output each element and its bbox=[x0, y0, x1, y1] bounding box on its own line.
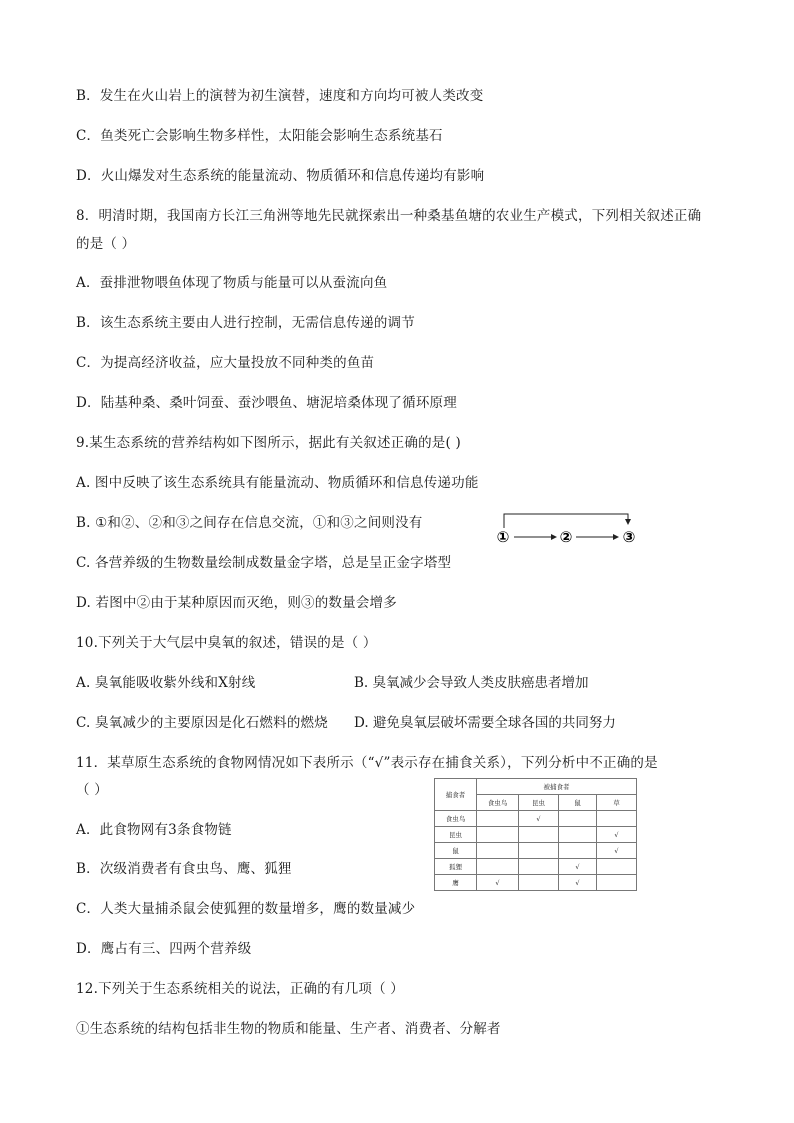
option-11b: B．次级消费者有食虫鸟、鹰、狐狸 bbox=[76, 861, 292, 877]
column-header: 食虫鸟 bbox=[477, 795, 519, 811]
column-header: 草 bbox=[597, 795, 637, 811]
option-9d: D. 若图中②由于某种原因而灭绝，则③的数量会增多 bbox=[76, 595, 397, 611]
question-11-line2: （ ） bbox=[76, 782, 108, 798]
node-3: ③ bbox=[622, 528, 636, 546]
food-web-table bbox=[434, 778, 637, 891]
statement-12-1: ①生态系统的结构包括非生物的物质和能量、生产者、消费者、分解者 bbox=[76, 1021, 501, 1037]
table-cell: √ bbox=[559, 875, 597, 891]
table-cell bbox=[519, 859, 559, 875]
option-8b: B．该生态系统主要由人进行控制，无需信息传递的调节 bbox=[76, 315, 415, 331]
table-cell: √ bbox=[519, 811, 559, 827]
table-cell bbox=[519, 875, 559, 891]
question-9: 9.某生态系统的营养结构如下图所示，据此有关叙述正确的是( ) bbox=[76, 435, 461, 451]
option-8c: C．为提高经济收益，应大量投放不同种类的鱼苗 bbox=[76, 355, 375, 371]
row-label: 狐狸 bbox=[435, 859, 477, 875]
node-2: ② bbox=[559, 528, 573, 546]
arrow-1-to-3 bbox=[504, 514, 628, 528]
option-11a: A．此食物网有3条食物链 bbox=[76, 822, 232, 838]
prey-header: 被捕食者 bbox=[477, 779, 637, 795]
table-cell bbox=[597, 875, 637, 891]
table-cell bbox=[477, 827, 519, 843]
option-8d: D．陆基种桑、桑叶饲蚕、蚕沙喂鱼、塘泥培桑体现了循环原理 bbox=[76, 395, 457, 411]
table-cell: √ bbox=[597, 827, 637, 843]
table-cell bbox=[477, 859, 519, 875]
table-cell bbox=[519, 827, 559, 843]
option-7c: C．鱼类死亡会影响生物多样性，太阳能会影响生态系统基石 bbox=[76, 128, 443, 144]
option-9c: C. 各营养级的生物数量绘制成数量金字塔，总是呈正金字塔型 bbox=[76, 555, 452, 571]
row-label: 食虫鸟 bbox=[435, 811, 477, 827]
table-row bbox=[435, 827, 637, 843]
option-8a: A．蚕排泄物喂鱼体现了物质与能量可以从蚕流向鱼 bbox=[76, 275, 388, 291]
option-9b: B. ①和②、②和③之间存在信息交流，①和③之间则没有 bbox=[76, 515, 423, 531]
row-label: 昆虫 bbox=[435, 827, 477, 843]
question-8-line2: 的是（ ） bbox=[76, 236, 136, 252]
option-10d: D. 避免臭氧层破坏需要全球各国的共同努力 bbox=[354, 715, 616, 731]
column-header: 昆虫 bbox=[519, 795, 559, 811]
question-8-line1: 8．明清时期，我国南方长江三角洲等地先民就探索出一种桑基鱼塘的农业生产模式，下列相关叙述正确 bbox=[76, 208, 702, 224]
column-header: 鼠 bbox=[559, 795, 597, 811]
table-row bbox=[435, 843, 637, 859]
row-label: 鼠 bbox=[435, 843, 477, 859]
table-cell bbox=[519, 843, 559, 859]
question-11-line1: 11．某草原生态系统的食物网情况如下表所示（“√”表示存在捕食关系），下列分析中不正确的是 bbox=[76, 755, 658, 771]
table-cell bbox=[597, 859, 637, 875]
table-cell bbox=[559, 811, 597, 827]
option-11c: C．人类大量捕杀鼠会使狐狸的数量增多，鹰的数量减少 bbox=[76, 901, 416, 917]
option-10b: B. 臭氧减少会导致人类皮肤癌患者增加 bbox=[354, 675, 589, 691]
table-row bbox=[435, 859, 637, 875]
row-label: 鹰 bbox=[435, 875, 477, 891]
table-cell bbox=[477, 811, 519, 827]
table-cell bbox=[597, 811, 637, 827]
option-7d: D．火山爆发对生态系统的能量流动、物质循环和信息传递均有影响 bbox=[76, 168, 485, 184]
node-1: ① bbox=[496, 528, 510, 546]
option-9a: A. 图中反映了该生态系统具有能量流动、物质循环和信息传递功能 bbox=[76, 475, 479, 491]
table-row bbox=[435, 875, 637, 891]
table-cell: √ bbox=[559, 859, 597, 875]
table-cell bbox=[559, 843, 597, 859]
table-row bbox=[435, 811, 637, 827]
option-7b: B．发生在火山岩上的演替为初生演替，速度和方向均可被人类改变 bbox=[76, 88, 484, 104]
table-cell bbox=[477, 843, 519, 859]
option-11d: D．鹰占有三、四两个营养级 bbox=[76, 941, 252, 957]
table-cell bbox=[559, 827, 597, 843]
table-cell: √ bbox=[597, 843, 637, 859]
question-10: 10.下列关于大气层中臭氧的叙述，错误的是（ ） bbox=[76, 635, 377, 651]
option-10a: A. 臭氧能吸收紫外线和X射线 bbox=[76, 675, 256, 691]
question-12: 12.下列关于生态系统相关的说法，正确的有几项（ ） bbox=[76, 981, 404, 997]
table-cell: √ bbox=[477, 875, 519, 891]
food-chain-diagram bbox=[492, 510, 642, 546]
option-10c: C. 臭氧减少的主要原因是化石燃料的燃烧 bbox=[76, 715, 328, 731]
predator-header: 捕食者 bbox=[435, 779, 477, 811]
